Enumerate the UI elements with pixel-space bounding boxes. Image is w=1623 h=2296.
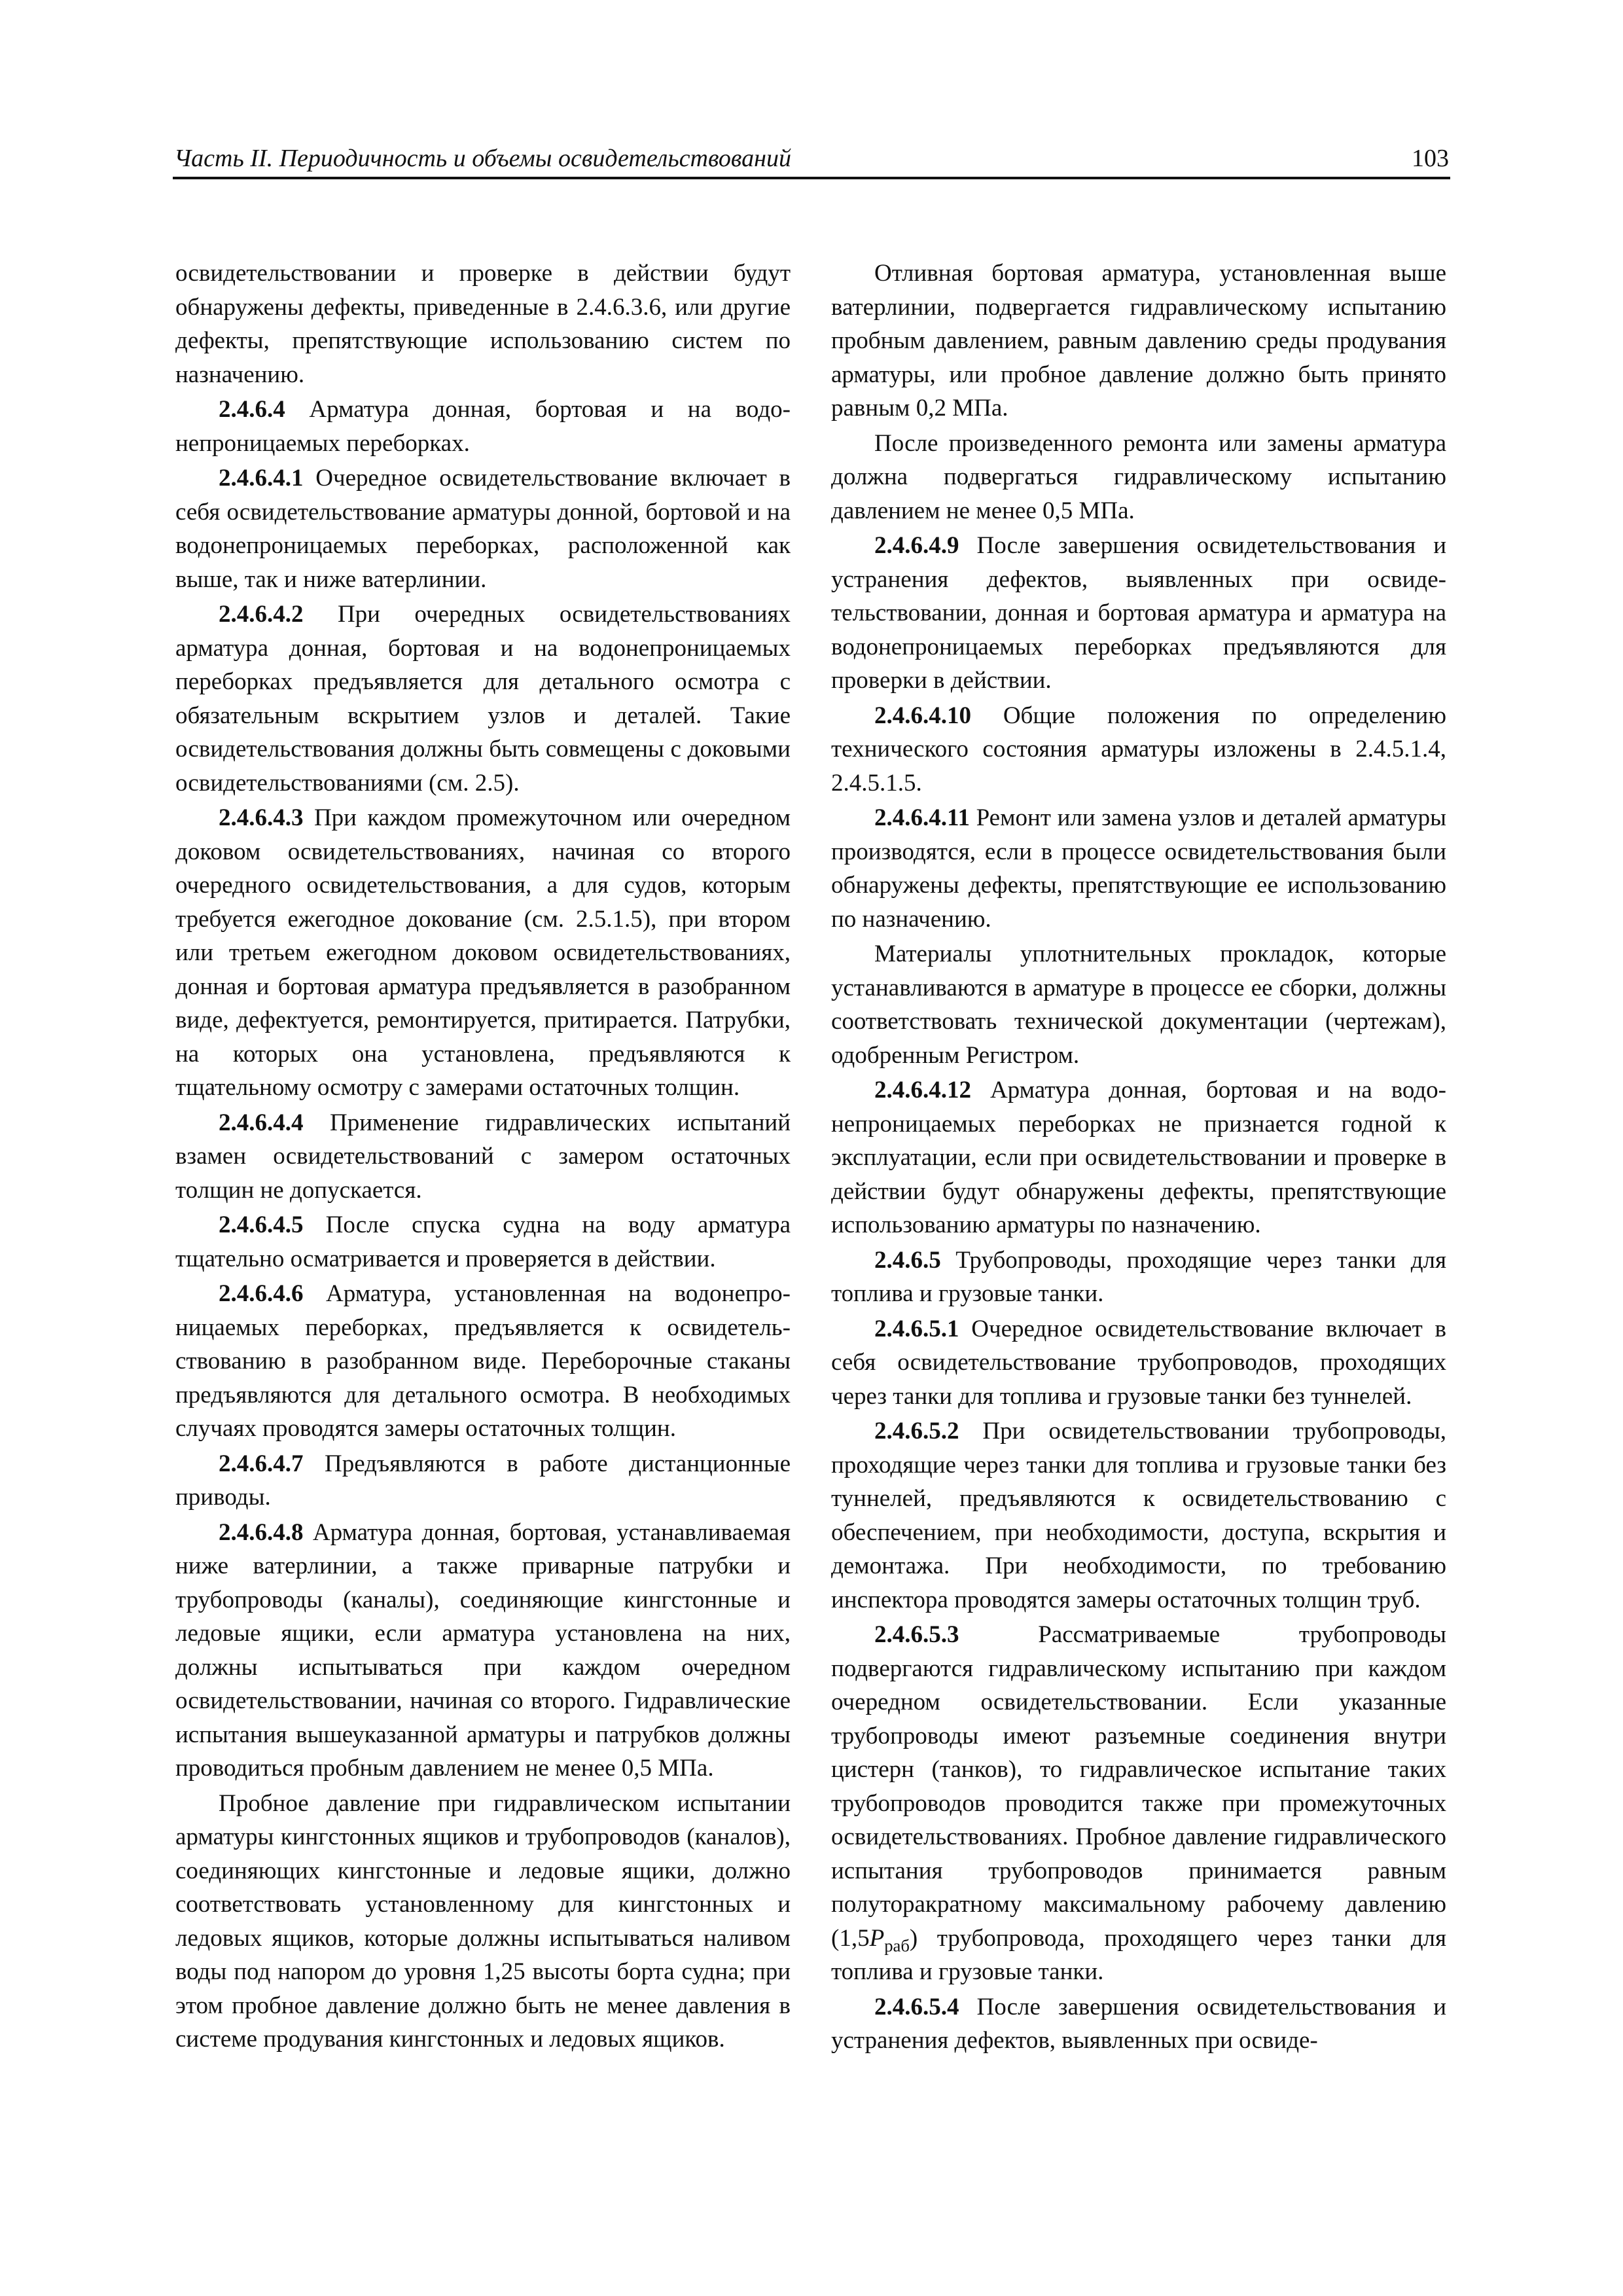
section-number: 2.4.6.5.4 (874, 1993, 959, 2020)
section-2-4-6-4-11: 2.4.6.4.11 Ремонт или замена узлов и деталей арматуры производятся, если в процессе освидетельствования были обнаружены дефекты, препятствующие ее использованию по назначению. (831, 804, 1446, 933)
section-2-4-6-5-1: 2.4.6.5.1 Очередное освидетельствование включает в себя освидетельствование трубопроводов, проходящих через танки для топлива и грузовые танки без туннелей. (831, 1315, 1446, 1410)
section-2-4-6-4-7: 2.4.6.4.7 Предъявляются в работе дистанционные приводы. (175, 1450, 791, 1511)
paragraph: Материалы уплотнительных прокладок, которые устанавливаются в арматуре в процессе ее сборки, должны соответствовать технической документации (чертежам), одобренным Регистром. (831, 941, 1446, 1069)
section-number: 2.4.6.5.2 (874, 1418, 959, 1444)
formula-subscript: раб (884, 1935, 910, 1955)
section-2-4-6-5-3: 2.4.6.5.3 Рассматриваемые трубопроводы подвергаются гидравлическому испытанию при каждом очередном освидетельствовании. Если указанные трубопроводы имеют разъемные соединения внутри цистерн (танков), то гидравлическое испытание таких трубопроводов проводится также при промежуточных освидетельствованиях. Пробное давление гидравлического испытания трубопроводов принимается равным полуторакратному максимальному рабочему давлению $(1,5P_{раб})$ трубопровода, проходящего через танки для топлива и грузовые танки. (831, 1621, 1446, 1985)
section-2-4-6-4-4: 2.4.6.4.4 Применение гидравлических испытаний взамен освидетельствований с замером остаточных толщин не допускается. (175, 1109, 791, 1204)
section-number: 2.4.6.4.4 (219, 1109, 304, 1136)
section-2-4-6-4-8: 2.4.6.4.8 Арматура донная, бортовая, устанавливаемая ниже ватерлинии, а также приварные патрубки и трубопроводы (каналы), соединяющие кингстонные и ледовые ящики, если арматура установлена на них, должны испытываться при каждом очередном освидетельствовании, начиная со второго. Гидравлические испытания вышеуказанной арматуры и патрубков должны проводиться пробным давлением не менее 0,5 МПа. (175, 1518, 791, 1782)
section-2-4-6-5-4: 2.4.6.5.4 После завершения освидетельствования и устранения дефектов, выявленных при освиде- (831, 1993, 1446, 2054)
paragraph: Пробное давление при гидравлическом испытании арматуры кингстонных ящиков и трубопроводов (каналов), соединяющих кингстонные и ледовые ящики, должно соответствовать установленному для кингстонных и ледовых ящиков, которые должны испытываться наливом воды под напором до уровня 1,25 высоты борта судна; при этом пробное давление должно быть не менее давления в системе продувания кингстонных и ледовых ящиков. (175, 1789, 791, 2053)
section-number: 2.4.6.4.3 (219, 804, 304, 831)
section-2-4-6-4-9: 2.4.6.4.9 После завершения освидетельствования и устранения дефектов, выявленных при освидетельствовании, донная и бортовая арматура и арматура на водонепроницаемых переборках предъявляются для проверки в действии. (831, 532, 1446, 694)
section-2-4-6-4-6: 2.4.6.4.6 Арматура, установленная на водонепроницаемых переборках, предъявляется к освидетельствованию в разобранном виде. Переборочные стаканы предъявляются для детального осмотра. В необходимых случаях проводятся замеры остаточных толщин. (175, 1280, 791, 1442)
left-column (175, 257, 791, 2056)
section-number: 2.4.6.4.5 (219, 1211, 304, 1238)
section-number: 2.4.6.5.3 (874, 1621, 959, 1648)
section-2-4-6-4-5: 2.4.6.4.5 После спуска судна на воду арматура тщательно осматривается и проверяется в действии. (175, 1211, 791, 1272)
section-number: 2.4.6.4.2 (219, 601, 304, 628)
section-number: 2.4.6.4.11 (874, 804, 970, 831)
section-2-4-6-4-12: 2.4.6.4.12 Арматура донная, бортовая и на водонепроницаемых переборках не признается годной к эксплуатации, если при освидетельствовании и проверке в действии будут обнаружены дефекты, препятствующие использованию арматуры по назначению. (831, 1077, 1446, 1238)
section-2-4-6-5-2: 2.4.6.5.2 При освидетельствовании трубопроводы, проходящие через танки для топлива и грузовые танки без туннелей, предъявляются к освидетельствованию с обеспечением, при необходимости, доступа, вскрытия и демонтажа. При необходимости, по требованию инспектора проводятся замеры остаточных толщин труб. (831, 1418, 1446, 1613)
section-2-4-6-5: 2.4.6.5 Трубопроводы, проходящие через танки для топлива и грузовые танки. (831, 1246, 1446, 1307)
section-2-4-6-4-10: 2.4.6.4.10 Общие положения по определению технического состояния арматуры изложены в 2.4.5.1.4, 2.4.5.1.5. (831, 702, 1446, 797)
section-number: 2.4.6.4.1 (219, 465, 304, 492)
section-number: 2.4.6.4.9 (874, 532, 959, 559)
section-number: 2.4.6.5 (874, 1246, 941, 1274)
section-2-4-6-4-3: 2.4.6.4.3 При каждом промежуточном или очередном доковом освидетельствованиях, начиная со второго очередного освидетельствования, а для судов, которым требуется ежегодное докование (см. 2.5.1.5), при втором или третьем ежегодном доковом освидетельствованиях, донная и бортовая арматура предъявляется в разобранном виде, дефектуется, ремонтируется, притирается. Патрубки, на которых она установлена, предъявляются к тщательному осмотру с замерами остаточных толщин. (175, 804, 791, 1101)
paragraph: После произведенного ремонта или замены арматура должна подвергаться гидравлическому испытанию давлением не менее 0,5 МПа. (831, 429, 1446, 524)
right-column (831, 257, 1446, 2058)
section-number: 2.4.6.4.10 (874, 702, 971, 729)
paragraph: освидетельствовании и проверке в действии будут обнаружены дефекты, приведенные в 2.4.6.3.6, или другие дефекты, препятствующие использованию систем по назначению. (175, 260, 791, 388)
section-number: 2.4.6.4.7 (219, 1450, 304, 1477)
section-number: 2.4.6.4.8 (219, 1518, 304, 1546)
formula-variable: P (869, 1924, 885, 1952)
paragraph: Отливная бортовая арматура, установленная выше ватерлинии, подвергается гидравлическому испытанию пробным давлением, равным давлению среды продувания арматуры, или пробное давление должно быть принято равным 0,2 МПа. (831, 260, 1446, 422)
section-number: 2.4.6.4 (219, 396, 285, 423)
section-number: 2.4.6.4.12 (874, 1077, 971, 1103)
section-number: 2.4.6.5.1 (874, 1315, 959, 1342)
section-number: 2.4.6.4.6 (219, 1280, 304, 1307)
section-2-4-6-4: 2.4.6.4 Арматура донная, бортовая и на водонепроницаемых переборках. (175, 396, 791, 457)
section-2-4-6-4-1: 2.4.6.4.1 Очередное освидетельствование включает в себя освидетельствование арматуры донной, бортовой и на водонепроницаемых переборках, расположенной как выше, так и ниже ватерлинии. (175, 465, 791, 593)
section-2-4-6-4-2: 2.4.6.4.2 При очередных освидетельствованиях арматура донная, бортовая и на водонепроницаемых переборках предъявляется для детального осмотра с обязательным вскрытием узлов и деталей. Такие освидетельствования должны быть совмещены с доковыми освидетельствованиями (см. 2.5). (175, 601, 791, 797)
header-title: Часть II. Периодичность и объемы освидетельствований (174, 145, 792, 172)
page-number: 103 (1412, 145, 1449, 172)
running-header (173, 140, 1450, 179)
